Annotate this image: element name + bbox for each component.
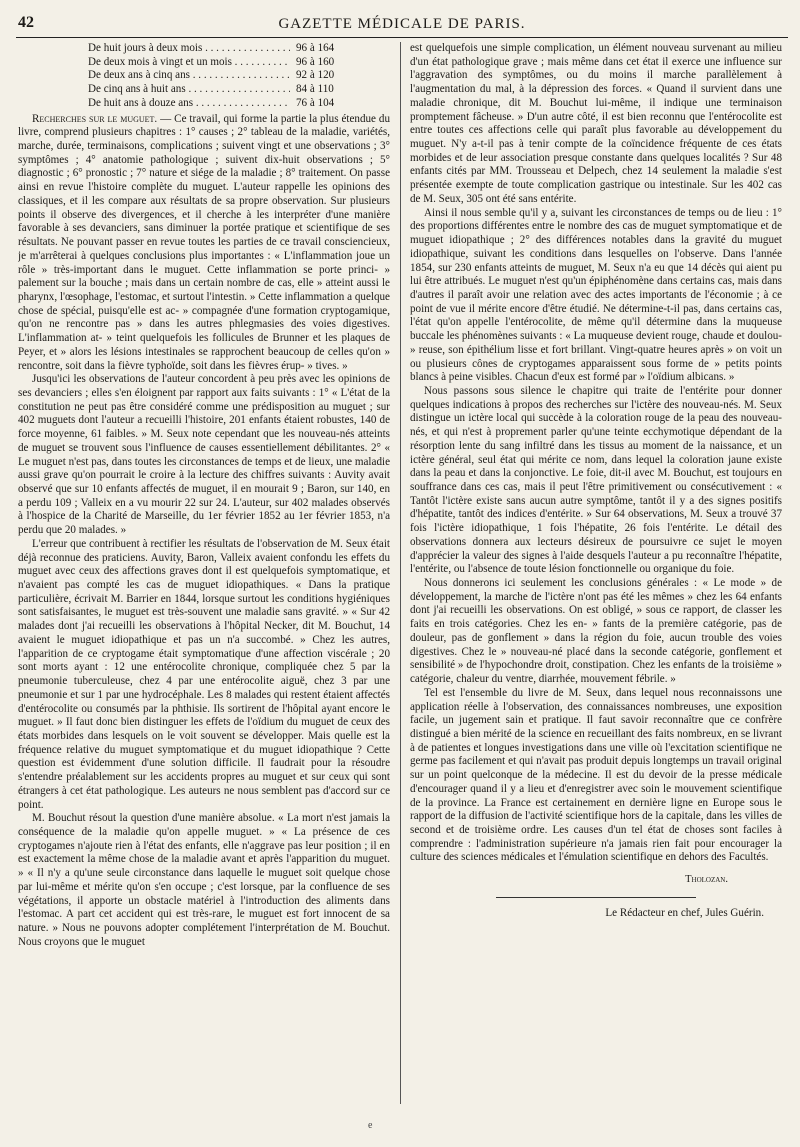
paragraph: Tel est l'ensemble du livre de M. Seux, dans lequel nous reconnaissons une application réelle à l'observation, des connaissances nombreuses, une exposition facile, un jugement sain et pratique. Il faut savoir reconnaître que ce confrère distingué a bien mérité de la science en recueillant des faits nombreux, en se livrant à de patientes et longues investigations dans une ville où l'excitation scientifique ne germe pas facilement et qui n'avait pas produit depuis longtemps un travail original sur un point quelconque de la médecine. Il est du devoir de la presse médicale d'encourager quand il y a lieu et d'enregistrer avec soin le mouvement scientifique de la province. La France est certainement en dernière ligne en Europe sous le rapport de la diffusion de l'activité scientifique hors de la capitale, dans les villes de second et de troisième ordre. Les causes d'un tel état de choses sont faciles à comprendre : l'administration supérieure n'a jamais rien fait pour encourager la culture des sciences médicales et l'émulation scientifique en dehors des Facultés. [410,686,782,864]
paragraph: Ainsi il nous semble qu'il y a, suivant les circonstances de temps ou de lieu : 1° des proportions différentes entre le nombre des cas de muguet symptomatique et de muguet idiopathique ; 2° des différences notables dans la gravité du muguet idiopathique, suivant les conditions dans lesquelles on l'observe. Dans l'année 1854, sur 230 enfants atteints de muguet, M. Seux n'a eu que 14 décès qui aient pu lui être attribués. Le muguet n'est qu'un épiphénomène dans certains cas, mais dans d'autres il paraît avoir une relation avec des actes importants de l'économie ; à ce point de vue il mérite encore d'être étudié. Ne détermine-t-il pas, dans certains cas, l'état qu'on appelle l'entérocolite, de même qu'il détermine dans la muqueuse buccale les phénomènes suivants : « La muqueuse devient rouge, chaude et doulou- » reuse, son épithélium lisse et fort brillant. Vingt-quatre heures après » on voit un ou plusieurs cônes de cryptogames apparaissent sous forme de » petits points blancs à peine visibles. Chacun d'eux est formé par » l'oïdium albicans. » [410,206,782,384]
left-column [18,42,390,1114]
column-divider [400,42,401,1104]
paragraph: M. Bouchut résout la question d'une manière absolue. « La mort n'est jamais la conséquence de la maladie qu'on appelle muguet. » « La présence de ces cryptogames n'ajoute rien à l'état des enfants, elle n'aggrave pas leur position ; il en est exactement la même chose de la maladie avant et après l'apparition du muguet. » « Il n'y a qu'une seule circonstance dans laquelle le muguet soit quelque chose par lui-même et mérite qu'on s'en occupe ; c'est lorsque, par la confluence de ses végétations, il apporte un obstacle matériel à l'introduction des aliments dans l'estomac. A part cet accident qui est très-rare, le muguet est fort innocent de sa nature. » Nous ne pouvons adopter complétement l'interprétation de M. Bouchut. Nous croyons que le muguet [18,812,390,948]
footer-mark: e [368,1120,373,1131]
age-range: 96 à 160 [296,55,335,68]
age-row [88,42,358,56]
age-range: 76 à 104 [296,96,335,109]
age-range: 96 à 164 [296,42,335,54]
age-row [88,83,358,97]
age-range: 84 à 110 [296,83,334,96]
age-label: De huit ans à douze ans . . . [88,97,290,111]
paragraph: Nous donnerons ici seulement les conclusions générales : « Le mode » de développement, la marche de l'ictère n'ont pas été les mêmes » chez les 64 enfants dont j'ai recueilli les observations. On est obligé, » sous ce rapport, de classer les faits en trois catégories. Chez les en- » fants de la première catégorie, pas de douleur, pas de gonflement » dans la région du foie, aucun trouble des voies digestives. Chez le » nouveau-né placé dans la seconde catégorie, gonflement et sensibilité » de l'hypochondre droit, constipation. Chez les enfants de la troisième » catégorie, chaleur du ventre, diarrhée, mouvement fébrile. » [410,577,782,686]
age-label: De deux ans à cinq ans . . . [88,69,290,83]
paragraph: est quelquefois une simple complication, un élément nouveau survenant au milieu d'un état pathologique grave ; mais même dans cet état il exerce une influence sur l'aggravation des symptômes, ou du moins il marche parallèlement à l'augmentation du mal, à la dépression des forces. « Quand il survient dans une maladie chronique, dit M. Bouchut lui-même, il indique une terminaison promptement fâcheuse. » D'un autre côté, il est bien reconnu que l'entérocolite est entre toutes ces affections celle qui paraît plus favorable au développement du muguet. N'y a-t-il pas à tenir compte de la coïncidence fréquente de ces états morbides et de leur association presque constante dans quelques localités ? Sur 48 enfants cités par MM. Trousseau et Delpech, chez 14 seulement la maladie s'est présentée exempte de toute complication gastrique ou intestinale. Sur les 402 cas de M. Seux, 305 ont été sans entérite. [410,42,782,205]
age-row [88,97,358,111]
editor-line: Le Rédacteur en chef, Jules Guérin. [605,906,764,919]
paragraph: Jusqu'ici les observations de l'auteur concordent à peu près avec les opinions de ses devanciers ; elles s'en éloignent par rapport aux faits suivants : 1° « L'état de la constitution ne peut pas être considéré comme une prédisposition au muguet ; sur 402 muguets dont l'auteur a recueilli l'histoire, 201 enfants étaient robustes, 140 de force moyenne, 61 faibles. » M. Seux note cependant que les nouveau-nés atteints de muguet se trouvent sous l'influence de causes essentiellement débilitantes. 2° « Le muguet n'est pas, dans toutes les circonstances de temps et de lieux, une maladie aussi grave qu'on pourrait le croire à la lecture des chiffres suivants : Auvity avait observé que sur 10 enfants affectés de muguet, il en mourait 9 ; Baron, sur 140, en a perdu 109 ; Valleix en a vu mourir 22 sur 24. L'auteur, sur 402 malades observés à l'hospice de la Charité de Marseille, du 1er février 1852 au 1er février 1853, n'a perdu que 20 malades. » [18,373,390,537]
page-number: 42 [18,14,34,31]
age-label: De cinq ans à huit ans . . . [88,83,290,97]
header-rule [16,37,788,38]
age-label: De huit jours à deux mois . . . [88,42,290,56]
section-heading: Recherches sur le muguet. [32,112,158,125]
paragraph-text: — Ce travail, qui forme la partie la plus étendue du livre, comprend plusieurs chapitres : 1° causes ; 2° tableau de la maladie, variétés, marche, durée, terminaisons, complications ; suivent vingt et une observations ; 3° symptômes ; 4° anatomie pathologique ; suivent dix-huit observations ; 5° diagnostic ; 6° pronostic ; 7° nature et siége de la maladie ; 8° traitement. On passe ainsi en revue l'histoire complète du muguet. L'auteur rappelle les opinions des classiques, et il les compare aux résultats de sa propre observation. Sur plusieurs points il observe des divergences, et il cherche à les interpréter d'une manière favorable à ses devanciers, sans diminuer la portée pratique et scientifique de ses résultats. Ne pouvant passer en revue toutes les parties de ce travail consciencieux, je m'arrêterai à quelques conclusions plus importantes : « L'inflammation joue un rôle » très-important dans le muguet. Cette inflammation se porte princi- » palement sur la bouche ; mais dans un certain nombre de cas, elle » atteint aussi le pharynx, l'œsophage, l'estomac, et surtout l'intestin. » Cette inflammation a quelque chose de spécial, puisqu'elle est ac- » compagnée d'une formation cryptogamique, qu'on ne rencontre pas » dans les autres phlegmasies des voies digestives. L'inflammation at- » teint quelquefois les follicules de Brunner et les plaques de Peyer, et » alors les lésions intestinales se rapprochent beaucoup de celles qu'on » rencontre, soit dans la fièvre typhoïde, soit dans les fièvres érup- » tives. » [18,112,390,372]
paragraph: Nous passons sous silence le chapitre qui traite de l'entérite pour donner quelques indications à propos des recherches sur l'ictère des nouveau-nés. M. Seux distingue un ictère local qui succède à la coloration rouge de la peau des nouveau-nés, et qui n'est à proprement parler qu'une teinte ecchymotique dépendant de la résorption lente du sang infiltré dans les tissus au moment de la naissance, et un ictère général, seul état qui mérite ce nom, dans lequel la coloration jaune existe dans la peau et dans la conjonctive. Le foie, dit-il avec M. Bouchut, est toujours en souffrance dans ces cas, mais il peut l'être primitivement ou consécutivement : « Tantôt l'ictère existe sans aucun autre symptôme, tantôt il y a des signes positifs d'hépatite, tantôt des indices d'entérite. » Sur 64 observations, M. Seux a trouvé 37 fois l'ictère idiopathique, 1 fois l'hépatite, 26 fois l'entérite. Le détail des observations donnera aux lecteurs désireux de poursuivre ce sujet le moyen d'apprécier la valeur des signes à l'aide desquels l'auteur a pu reconnaître l'hépatite, l'entérite, ou l'absence de toute lésion fonctionnelle ou organique du foie. [410,384,782,576]
age-label: De deux mois à vingt et un mois . . . [88,56,290,70]
journal-title: GAZETTE MÉDICALE DE PARIS. [278,16,526,32]
age-range: 92 à 120 [296,69,335,82]
age-row [88,56,358,70]
page-header [18,14,786,36]
paragraph [18,113,390,374]
author-signature: Tholozan. [685,874,728,886]
paragraph: L'erreur que contribuent à rectifier les résultats de l'observation de M. Seux était déjà reconnue des praticiens. Auvity, Baron, Valleix avaient confondu les effets du muguet avec ceux des affections graves dont il est quelquefois symptomatique, et n'avaient pas compté les cas de muguet idiopathiques. « Dans la pratique particulière, écrivait M. Barrier en 1844, lorsque surtout les conditions hygiéniques sont satisfaisantes, le muguet est très-souvent une maladie sans gravité. » « Sur 42 malades dont j'ai recueilli les observations à l'hôpital Necker, dit M. Bouchut, 14 avaient le muguet idiopathique et pas un n'a succombé. » Chez les autres, l'apparition de ce cryptogame était symptomatique d'une affection viscérale ; 20 sont morts ayant : 12 une entérocolite chronique, compliquée chez 5 par la pneumonie tuberculeuse, chez 4 par une entérocolite aiguë, chez 3 par une pneumonie et sur 1 par une hydrocéphale. Les 8 malades qui restent étaient affectés d'entérocolite ou consumés par la phthisie. Ils sortirent de l'hôpital ayant encore le muguet. » Il faut donc bien distinguer les effets de l'oïdium du muguet de ceux des états morbides dans lesquels on le voit souvent se développer. Mais quelle est la fréquence relative du muguet symptomatique et du muguet idiopathique ? Cette question est évidemment d'une solution difficile. Il faudrait pour la résoudre s'entendre préalablement sur les accidents propres au muguet et sur ceux qui sont étrangers à cet état pathologique. Les auteurs ne nous semblent pas d'accord sur ce point. [18,537,390,811]
age-row [88,69,358,83]
signature-rule [496,897,696,898]
right-column [410,42,782,1114]
pulse-age-table [88,42,358,111]
